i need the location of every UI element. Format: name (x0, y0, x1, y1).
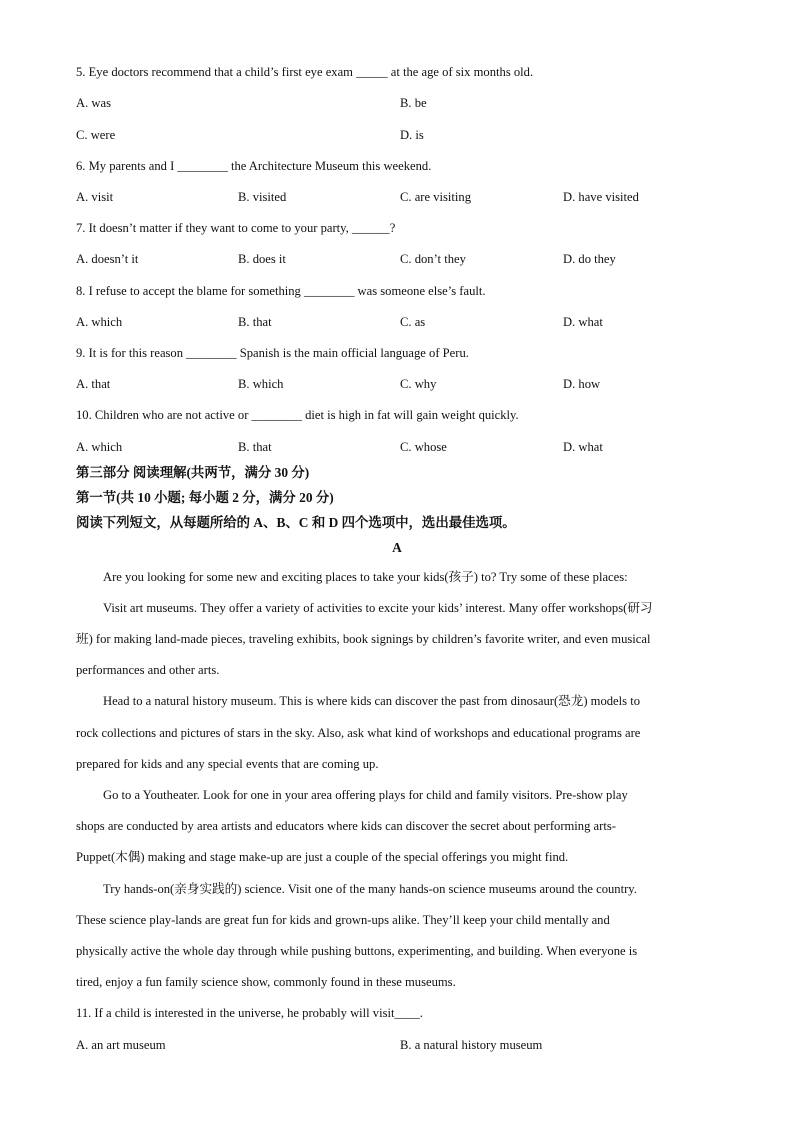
question-8-option-d: D. what (563, 315, 603, 329)
passage-line: Visit art museums. They offer a variety of activities to excite your kids’ interest. Many offer workshops(研习 (103, 601, 653, 615)
question-11-option-b: B. a natural history museum (400, 1038, 543, 1052)
question-8-option-a: A. which (76, 315, 123, 329)
question-6-stem: 6. My parents and I ________ the Architecture Museum this weekend. (76, 159, 432, 173)
question-7-option-d: D. do they (563, 252, 616, 266)
question-6-option-b: B. visited (238, 190, 287, 204)
question-8-option-b: B. that (238, 315, 272, 329)
passage-line: Try hands-on(亲身实践的) science. Visit one of the many hands-on science museums around the country. (103, 882, 637, 896)
part-title: 第三部分 阅读理解(共两节，满分 30 分) (76, 465, 310, 480)
question-7-option-a: A. doesn’t it (76, 252, 139, 266)
passage-line: Are you looking for some new and exciting places to take your kids(孩子) to? Try some of these places: (103, 570, 628, 584)
question-11-stem: 11. If a child is interested in the universe, he probably will visit____. (76, 1006, 423, 1020)
question-10-option-b: B. that (238, 440, 272, 454)
passage-line: rock collections and pictures of stars in the sky. Also, ask what kind of workshops and educational programs are (76, 726, 641, 740)
question-7-option-b: B. does it (238, 252, 286, 266)
passage-line: prepared for kids and any special events that are coming up. (76, 757, 379, 771)
passage-line: performances and other arts. (76, 663, 220, 677)
passage-line: tired, enjoy a fun family science show, commonly found in these museums. (76, 975, 456, 989)
question-6-option-c: C. are visiting (400, 190, 472, 204)
passage-line: 班) for making land-made pieces, traveling exhibits, book signings by children’s favorite writer, and even musical (76, 632, 651, 646)
section-subtitle: 第一节(共 10 小题; 每小题 2 分，满分 20 分) (76, 490, 334, 505)
question-10-stem: 10. Children who are not active or ________ diet is high in fat will gain weight quickly. (76, 408, 519, 422)
question-10-option-d: D. what (563, 440, 603, 454)
question-6-option-d: D. have visited (563, 190, 639, 204)
passage-line: Head to a natural history museum. This is where kids can discover the past from dinosaur(恐龙) models to (103, 694, 640, 708)
question-5-option-c: C. were (76, 128, 116, 142)
question-9-option-b: B. which (238, 377, 284, 391)
question-10-option-c: C. whose (400, 440, 447, 454)
question-5-option-a: A. was (76, 96, 111, 110)
question-9-option-c: C. why (400, 377, 437, 391)
question-9-option-a: A. that (76, 377, 111, 391)
passage-line: Puppet(木偶) making and stage make-up are just a couple of the special offerings you might find. (76, 850, 569, 864)
question-7-option-c: C. don’t they (400, 252, 466, 266)
question-7-stem: 7. It doesn’t matter if they want to come to your party, ______? (76, 221, 396, 235)
passage-label: A (392, 540, 402, 555)
question-9-option-d: D. how (563, 377, 601, 391)
passage-line: physically active the whole day through while pushing buttons, experimenting, and building. When everyone is (76, 944, 638, 958)
question-6-option-a: A. visit (76, 190, 114, 204)
question-8-option-c: C. as (400, 315, 426, 329)
question-5-option-b: B. be (400, 96, 427, 110)
question-5-option-d: D. is (400, 128, 424, 142)
question-11-option-a: A. an art museum (76, 1038, 166, 1052)
passage-line: These science play-lands are great fun for kids and grown-ups alike. They’ll keep your child mentally and (76, 913, 610, 927)
section-instruction: 阅读下列短文，从每题所给的 A、B、C 和 D 四个选项中，选出最佳选项。 (76, 515, 516, 530)
question-10-option-a: A. which (76, 440, 123, 454)
question-8-stem: 8. I refuse to accept the blame for something ________ was someone else’s fault. (76, 284, 486, 298)
question-9-stem: 9. It is for this reason ________ Spanish is the main official language of Peru. (76, 346, 469, 360)
passage-line: Go to a Youtheater. Look for one in your area offering plays for child and family visitors. Pre-show play (103, 788, 628, 802)
question-5-stem: 5. Eye doctors recommend that a child’s first eye exam _____ at the age of six months old. (76, 65, 534, 79)
passage-line: shops are conducted by area artists and educators where kids can discover the secret about performing arts- (76, 819, 616, 833)
